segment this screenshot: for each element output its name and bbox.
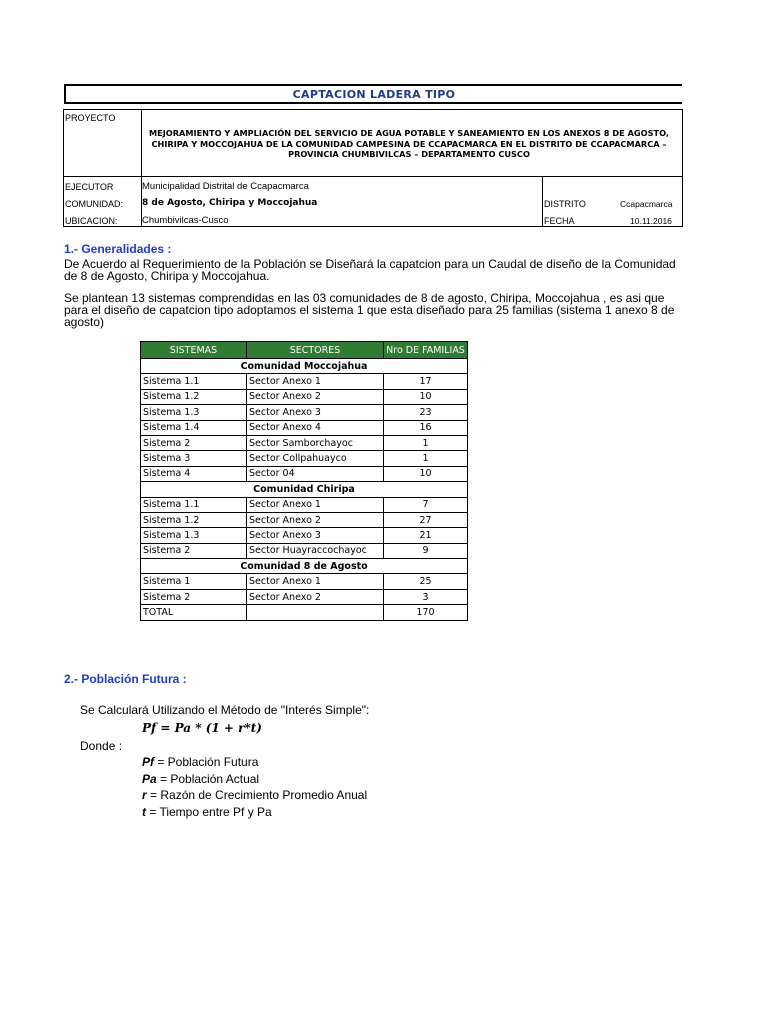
table-row [141, 451, 468, 466]
variable-symbol: Pa [142, 771, 157, 786]
table-row [141, 528, 468, 543]
variable-symbol: Pf [142, 755, 154, 769]
cell-sector: Sector Collpahuayco [247, 451, 384, 466]
variable-definition [142, 773, 259, 785]
group-row [141, 482, 468, 497]
cell-sector: Sector Anexo 3 [247, 405, 384, 420]
proyecto-label: PROYECTO [65, 113, 116, 123]
generalidades-paragraph-1: De Acuerdo al Requerimiento de la Población se Diseñará la capatcion para un Caudal de diseño de la Comunidad de 8 de Agosto, Chiripa y Moccojahua. [64, 257, 676, 283]
cell-familias: 7 [384, 497, 468, 512]
method-intro: Se Calculará Utilizando el Método de "Interés Simple": [80, 703, 370, 717]
table-row [141, 543, 468, 558]
cell-sistema: Sistema 1 [141, 574, 247, 589]
group-name: Comunidad 8 de Agosto [141, 559, 468, 574]
cell-sector: Sector Anexo 1 [247, 574, 384, 589]
comunidad-label: COMUNIDAD: [65, 199, 123, 209]
generalidades-paragraph-2: Se plantean 13 sistemas comprendidas en las 03 comunidades de 8 de agosto, Chiripa, Moccojahua , es asi que para el diseño de capatcion tipo adoptamos el sistema 1 que esta diseñado para 25 familias (sistema 1 anexo 8 de agosto) [64, 291, 675, 329]
cell-sistema: Sistema 2 [141, 589, 247, 604]
section-generalidades-heading: 1.- Generalidades : [64, 242, 172, 256]
ejecutor-value: Municipalidad Distrital de Ccapacmarca [142, 181, 309, 192]
cell-sistema: Sistema 1.2 [141, 389, 247, 404]
ejecutor-label: EJECUTOR [65, 182, 114, 192]
table-row [141, 374, 468, 389]
cell-sector: Sector Anexo 2 [247, 512, 384, 527]
fecha-label: FECHA [544, 216, 575, 226]
proyecto-text: MEJORAMIENTO Y AMPLIACIÓN DEL SERVICIO DE AGUA POTABLE Y SANEAMIENTO EN LOS ANEXOS 8 DE AGOSTO, CHIRIPA Y MOCCOJAHUA DE LA COMUNIDAD CAMPESINA DE CCAPACMARCA EN EL DISTRITO DE CCAPACMARCA – PROVINCIA CHUMBIVILCAS – DEPARTAMENTO CUSCO [149, 128, 669, 159]
total-row [141, 605, 468, 620]
cell-sector: Sector Anexo 2 [247, 589, 384, 604]
table-row [141, 512, 468, 527]
col-header-sistemas: SISTEMAS [141, 342, 247, 359]
fecha-value: 10.11.2016 [630, 216, 672, 226]
table-row [141, 420, 468, 435]
cell-sistema: Sistema 2 [141, 435, 247, 450]
cell-familias: 9 [384, 543, 468, 558]
cell-familias: 17 [384, 374, 468, 389]
variable-description: = Población Futura [154, 755, 259, 769]
group-name: Comunidad Chiripa [141, 482, 468, 497]
cell-sistema: Sistema 1.1 [141, 374, 247, 389]
variable-description: = Razón de Crecimiento Promedio Anual [146, 788, 368, 802]
col-header-sectores: SECTORES [247, 342, 384, 359]
variable-description: = Tiempo entre Pf y Pa [146, 804, 272, 819]
variable-definition [142, 806, 272, 818]
total-empty-cell [247, 605, 384, 620]
variable-definition [142, 789, 367, 801]
cell-sistema: Sistema 3 [141, 451, 247, 466]
cell-familias: 1 [384, 451, 468, 466]
table-row [141, 589, 468, 604]
cell-familias: 27 [384, 512, 468, 527]
cell-sistema: Sistema 1.2 [141, 512, 247, 527]
col-header-familias: Nro DE FAMILIAS [384, 342, 468, 359]
ubicacion-value: Chumbivilcas-Cusco [142, 215, 229, 226]
table-row [141, 405, 468, 420]
cell-sistema: Sistema 1.4 [141, 420, 247, 435]
table-row [141, 435, 468, 450]
cell-sector: Sector Anexo 1 [247, 497, 384, 512]
cell-sistema: Sistema 1.1 [141, 497, 247, 512]
cell-sector: Sector Anexo 4 [247, 420, 384, 435]
cell-familias: 21 [384, 528, 468, 543]
comunidad-value: 8 de Agosto, Chiripa y Moccojahua [142, 198, 318, 208]
cell-familias: 10 [384, 466, 468, 481]
cell-sector: Sector Anexo 3 [247, 528, 384, 543]
cell-familias: 3 [384, 589, 468, 604]
group-row [141, 559, 468, 574]
variable-definition [142, 756, 258, 768]
ubicacion-label: UBICACION: [65, 216, 118, 226]
table-header-row [141, 342, 468, 359]
cell-sector: Sector Anexo 1 [247, 374, 384, 389]
systems-table [140, 341, 468, 621]
table-row [141, 574, 468, 589]
formula: Pf = Pa * (1 + r*t) [142, 721, 262, 735]
cell-familias: 1 [384, 435, 468, 450]
cell-sector: Sector Samborchayoc [247, 435, 384, 450]
cell-sector: Sector Huayraccochayoc [247, 543, 384, 558]
donde-label: Donde : [80, 739, 123, 753]
distrito-value: Ccapacmarca [620, 199, 673, 209]
table-row [141, 389, 468, 404]
cell-sistema: Sistema 1.3 [141, 528, 247, 543]
table-row [141, 466, 468, 481]
variable-symbol: r [142, 788, 147, 802]
cell-familias: 10 [384, 389, 468, 404]
group-name: Comunidad Moccojahua [141, 359, 468, 374]
variable-symbol: t [142, 804, 146, 819]
document-title: CAPTACION LADERA TIPO [64, 84, 682, 104]
table-row [141, 497, 468, 512]
total-value: 170 [384, 605, 468, 620]
cell-sistema: Sistema 1.3 [141, 405, 247, 420]
cell-sistema: Sistema 2 [141, 543, 247, 558]
project-info-box [63, 109, 683, 227]
variable-description: = Población Actual [156, 771, 260, 786]
total-label: TOTAL [141, 605, 247, 620]
cell-sector: Sector 04 [247, 466, 384, 481]
group-row [141, 359, 468, 374]
cell-familias: 25 [384, 574, 468, 589]
cell-sector: Sector Anexo 2 [247, 389, 384, 404]
cell-sistema: Sistema 4 [141, 466, 247, 481]
section-poblacion-futura-heading: 2.- Población Futura : [64, 672, 187, 686]
cell-familias: 23 [384, 405, 468, 420]
cell-familias: 16 [384, 420, 468, 435]
distrito-label: DISTRITO [544, 199, 586, 209]
